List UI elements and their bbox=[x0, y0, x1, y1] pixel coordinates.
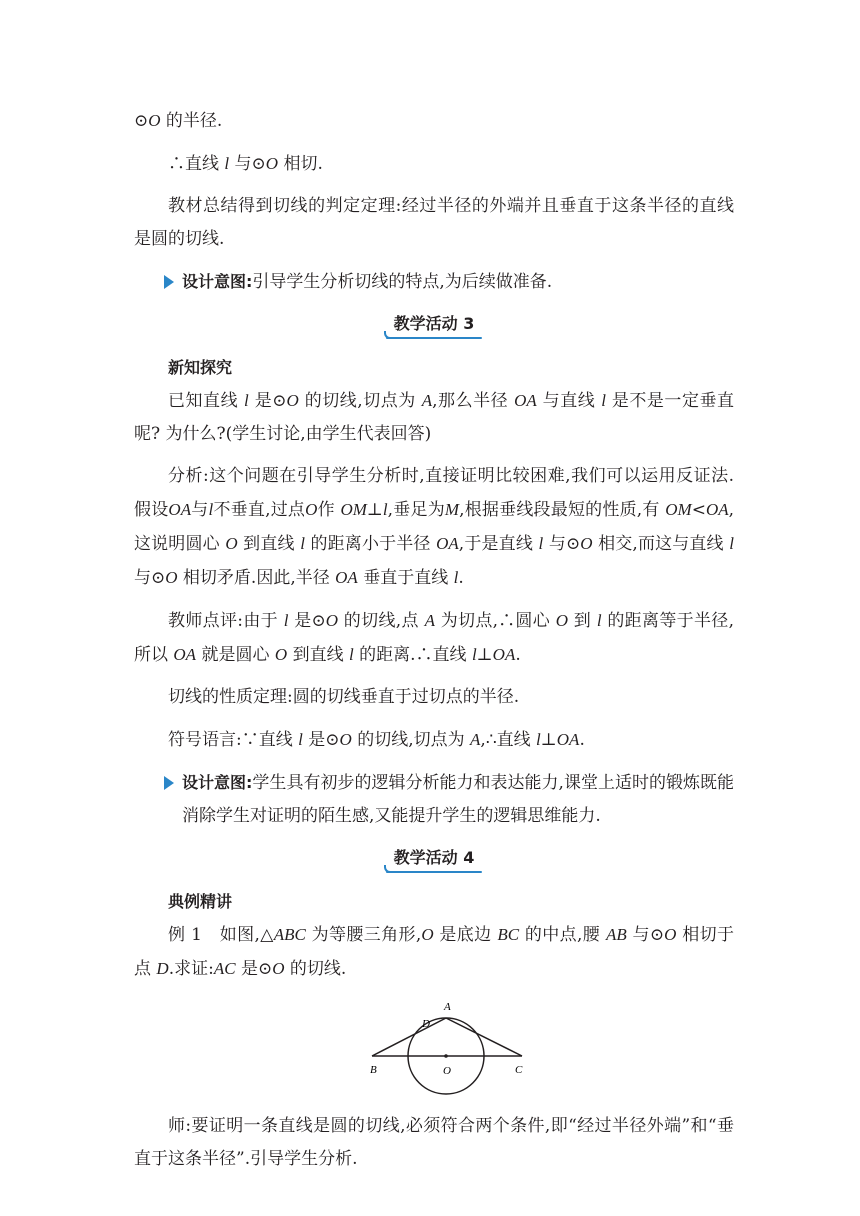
text-run: ,那么半径 bbox=[432, 391, 515, 411]
text-run: 的切线,点 bbox=[338, 611, 425, 631]
math-variable: A bbox=[470, 730, 481, 749]
math-variable: OA bbox=[436, 534, 459, 553]
text-run: . bbox=[515, 645, 521, 665]
math-variable: l bbox=[596, 611, 602, 630]
text-run: 分析:这个问题在引导学生分析时,直接证明比较困难,我们可以运用反证法. 假设 bbox=[134, 466, 734, 520]
text-run: . bbox=[458, 568, 464, 588]
text-run: 相切矛盾.因此,半径 bbox=[177, 568, 336, 588]
triangle-marker-icon bbox=[164, 275, 174, 289]
math-variable: O bbox=[272, 959, 285, 978]
paragraph-analysis bbox=[134, 460, 734, 595]
math-variable: l bbox=[382, 500, 388, 519]
math-variable: O bbox=[225, 534, 238, 553]
math-variable: A bbox=[424, 611, 435, 630]
text-run: 的切线,切点为 bbox=[298, 391, 422, 411]
label-c: C bbox=[515, 1064, 523, 1076]
label-d: D bbox=[422, 1018, 430, 1030]
geometry-figure bbox=[134, 994, 734, 1104]
math-variable: l bbox=[453, 568, 459, 587]
text-run: 垂直于直线 bbox=[357, 568, 454, 588]
text-run: 与⊙ bbox=[543, 534, 581, 554]
math-variable: OA bbox=[492, 645, 516, 664]
math-variable: BC bbox=[497, 925, 520, 944]
paragraph-symbolic bbox=[134, 723, 734, 757]
activity-3-title: 教学活动 3 bbox=[386, 311, 483, 337]
math-variable: O bbox=[580, 534, 593, 553]
math-variable: O bbox=[286, 391, 299, 410]
text-run: 与直线 bbox=[536, 391, 602, 411]
text-run: 符号语言:∵直线 bbox=[168, 730, 299, 750]
text-run: ⊥ bbox=[366, 500, 383, 520]
math-variable: l bbox=[538, 534, 544, 553]
math-variable: l bbox=[300, 534, 305, 553]
math-variable: O bbox=[274, 645, 288, 664]
text-run: 已知直线 bbox=[168, 391, 245, 411]
math-variable: l bbox=[244, 391, 249, 410]
math-variable: OA bbox=[514, 391, 537, 410]
design-intent-label: 设计意图: bbox=[182, 272, 253, 291]
design-intent-1 bbox=[134, 265, 734, 299]
text-run: ,∴直线 bbox=[480, 730, 537, 750]
text-run: 是⊙ bbox=[248, 391, 287, 411]
math-variable: OA bbox=[168, 500, 192, 519]
text-run: 是⊙ bbox=[235, 959, 273, 979]
math-variable: l bbox=[471, 645, 477, 664]
text-run: . bbox=[579, 730, 585, 750]
text-run: < bbox=[691, 500, 706, 520]
paragraph-teacher-hint: 师:要证明一条直线是圆的切线,必须符合两个条件,即“经过半径外端”和“垂直于这条半径”.引导学生分析. bbox=[134, 1116, 734, 1169]
text-run: 的切线. bbox=[284, 959, 347, 979]
math-variable: O bbox=[305, 500, 318, 519]
math-variable: OM bbox=[665, 500, 692, 519]
design-intent-text: 引导学生分析切线的特点,为后续做准备. bbox=[252, 272, 553, 292]
math-variable: O bbox=[421, 925, 434, 944]
label-b: B bbox=[370, 1064, 377, 1076]
math-variable: A bbox=[421, 391, 433, 410]
text-run: 与⊙ bbox=[626, 925, 665, 945]
paragraph-radius: ⊙O 的半径. bbox=[134, 111, 223, 131]
text-run: 是⊙ bbox=[302, 730, 340, 750]
text-run: 的中点,腰 bbox=[519, 925, 606, 945]
math-variable: O bbox=[664, 925, 677, 944]
section-title-examples: 典例精讲 bbox=[168, 892, 233, 911]
text-run: 教师点评:由于 bbox=[168, 611, 284, 631]
math-variable: O bbox=[165, 568, 178, 587]
design-intent-2 bbox=[134, 766, 734, 833]
math-variable: l bbox=[348, 645, 354, 664]
text-run: 为等腰三角形, bbox=[305, 925, 422, 945]
math-variable: l bbox=[298, 730, 303, 749]
text-run: 是底边 bbox=[433, 925, 498, 945]
text-run: 到直线 bbox=[287, 645, 349, 665]
text-run: 作 bbox=[317, 500, 341, 520]
text-run: 的切线,切点为 bbox=[351, 730, 471, 750]
text-run: ,垂足为 bbox=[387, 500, 445, 520]
label-a: A bbox=[444, 1001, 451, 1013]
text-run: 就是圆心 bbox=[196, 645, 275, 665]
math-variable: AC bbox=[213, 959, 236, 978]
center-point-o bbox=[444, 1054, 448, 1058]
text-run: ⊥ bbox=[476, 645, 493, 665]
paragraph-conclusion: ∴直线 l 与⊙O 相切. bbox=[168, 154, 323, 174]
text-run: 的距离小于半径 bbox=[304, 534, 437, 554]
text-run: 是⊙ bbox=[288, 611, 326, 631]
text-run: 相切于点 bbox=[134, 925, 735, 979]
design-intent-text: 学生具有初步的逻辑分析能力和表达能力,课堂上适时的锻炼既能消除学生对证明的陌生感,又能提升学生的逻辑思维能力. bbox=[182, 773, 734, 826]
text-run: .求证: bbox=[168, 959, 214, 979]
label-o: O bbox=[443, 1065, 451, 1077]
math-variable: OA bbox=[173, 645, 197, 664]
paragraph-teacher-comment bbox=[134, 604, 734, 672]
math-variable: OM bbox=[340, 500, 367, 519]
math-variable: O bbox=[555, 611, 569, 630]
math-variable: OA bbox=[705, 500, 729, 519]
page-content bbox=[134, 104, 734, 1176]
math-variable: D bbox=[156, 959, 169, 978]
text-run: ⊥ bbox=[540, 730, 557, 750]
text-run: 的距离等于半径, 所以 bbox=[134, 611, 735, 665]
math-variable: ABC bbox=[273, 925, 306, 944]
math-variable: l bbox=[729, 534, 734, 553]
math-variable: l bbox=[536, 730, 541, 749]
math-variable: l bbox=[601, 391, 606, 410]
text-run: 与⊙ bbox=[134, 568, 166, 588]
math-variable: l bbox=[283, 611, 289, 630]
math-variable: O bbox=[325, 611, 339, 630]
text-run: 为切点,∴圆心 bbox=[434, 611, 556, 631]
text-run: , 这说明圆心 bbox=[134, 500, 735, 554]
text-run: 与 bbox=[191, 500, 209, 520]
tangent-circle-diagram bbox=[364, 994, 524, 1102]
text-run: 是不是一定垂直呢? 为什么?(学生讨论,由学生代表回答) bbox=[134, 391, 735, 444]
math-variable: OA bbox=[556, 730, 580, 749]
text-run: 相交,而这与直线 bbox=[592, 534, 730, 554]
activity-4-title: 教学活动 4 bbox=[386, 845, 483, 871]
text-run: ,根据垂线段最短的性质,有 bbox=[459, 500, 666, 520]
text-run: 例 1 如图,△ bbox=[168, 925, 274, 945]
paragraph-example-1 bbox=[134, 918, 734, 986]
text-run: 不垂直,过点 bbox=[213, 500, 306, 520]
math-variable: O bbox=[339, 730, 352, 749]
paragraph-tangent-property: 切线的性质定理:圆的切线垂直于过切点的半径. bbox=[168, 687, 520, 707]
math-variable: M bbox=[444, 500, 460, 519]
design-intent-label: 设计意图: bbox=[182, 773, 253, 792]
math-variable: OA bbox=[335, 568, 358, 587]
text-run: ,于是直线 bbox=[458, 534, 539, 554]
paragraph-question bbox=[134, 384, 734, 451]
paragraph-tangent-criterion: 教材总结得到切线的判定定理:经过半径的外端并且垂直于这条半径的直线是圆的切线. bbox=[134, 196, 734, 249]
text-run: 到直线 bbox=[237, 534, 301, 554]
section-title-new-knowledge: 新知探究 bbox=[168, 358, 233, 377]
text-run: 的距离.∴直线 bbox=[353, 645, 472, 665]
text-run: 到 bbox=[568, 611, 597, 631]
math-variable: l bbox=[208, 500, 214, 519]
triangle-marker-icon bbox=[164, 776, 174, 790]
math-variable: AB bbox=[605, 925, 627, 944]
